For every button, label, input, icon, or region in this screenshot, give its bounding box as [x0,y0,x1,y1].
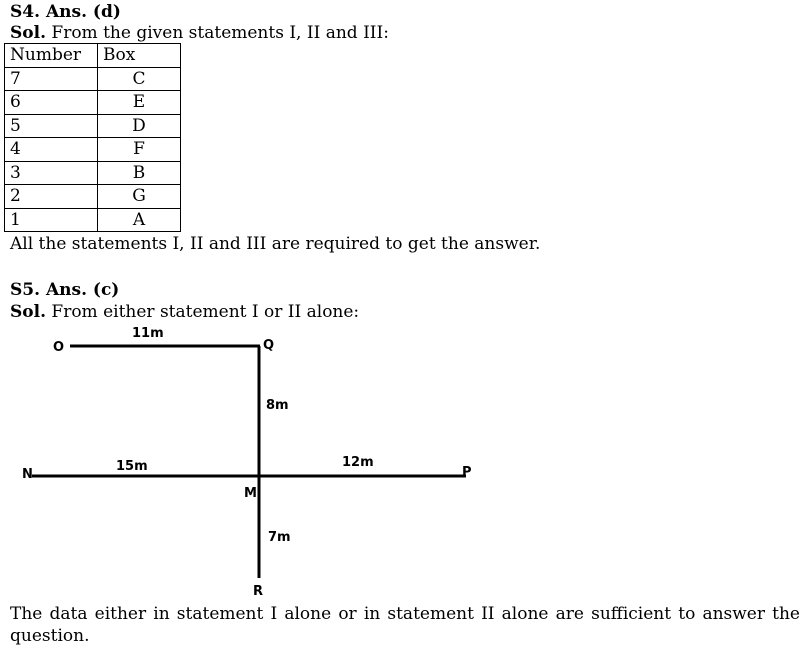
table-row [5,114,181,138]
table-cell-box: E [98,91,181,115]
table-cell-box: D [98,114,181,138]
table-cell-box: G [98,185,181,209]
distance-label-mr: 7m [268,530,291,545]
direction-diagram [0,318,805,602]
s4-solution-intro [10,22,389,44]
point-label-q: Q [263,338,275,353]
table-cell-number: 3 [5,161,98,185]
s4-heading: S4. Ans. (d) [10,2,121,22]
s5-sol-text: From either statement I or II alone: [46,302,360,322]
distance-label-oq: 11m [132,326,164,341]
s4-sol-label: Sol. [10,23,46,43]
table-cell-number: 6 [5,91,98,115]
point-label-m: M [244,486,257,501]
s4-conclusion: All the statements I, II and III are required to get the answer. [10,234,541,254]
point-label-p: P [462,465,472,480]
table-cell-box: F [98,138,181,162]
table-row [5,138,181,162]
distance-label-qm: 8m [266,398,289,413]
table-cell-box: B [98,161,181,185]
s5-heading: S5. Ans. (c) [10,280,120,300]
column-header-box: Box [98,44,181,68]
point-label-r: R [253,584,264,599]
table-cell-number: 4 [5,138,98,162]
point-label-n: N [22,467,33,482]
table-row [5,185,181,209]
table-row [5,161,181,185]
s4-sol-text: From the given statements I, II and III: [46,23,389,43]
column-header-number: Number [5,44,98,68]
table-cell-number: 7 [5,67,98,91]
distance-label-mp: 12m [342,455,374,470]
table-cell-number: 5 [5,114,98,138]
s5-conclusion: The data either in statement I alone or in statement II alone are sufficient to answer the question. [10,604,800,646]
table-row [5,91,181,115]
table-cell-box: C [98,67,181,91]
table-cell-box: A [98,208,181,232]
table-cell-number: 2 [5,185,98,209]
distance-label-nm: 15m [116,459,148,474]
table-header-row [5,44,181,68]
point-label-o: O [53,340,65,355]
number-box-table [4,43,181,232]
table-row [5,67,181,91]
table-row [5,208,181,232]
s5-sol-label: Sol. [10,302,46,322]
table-cell-number: 1 [5,208,98,232]
